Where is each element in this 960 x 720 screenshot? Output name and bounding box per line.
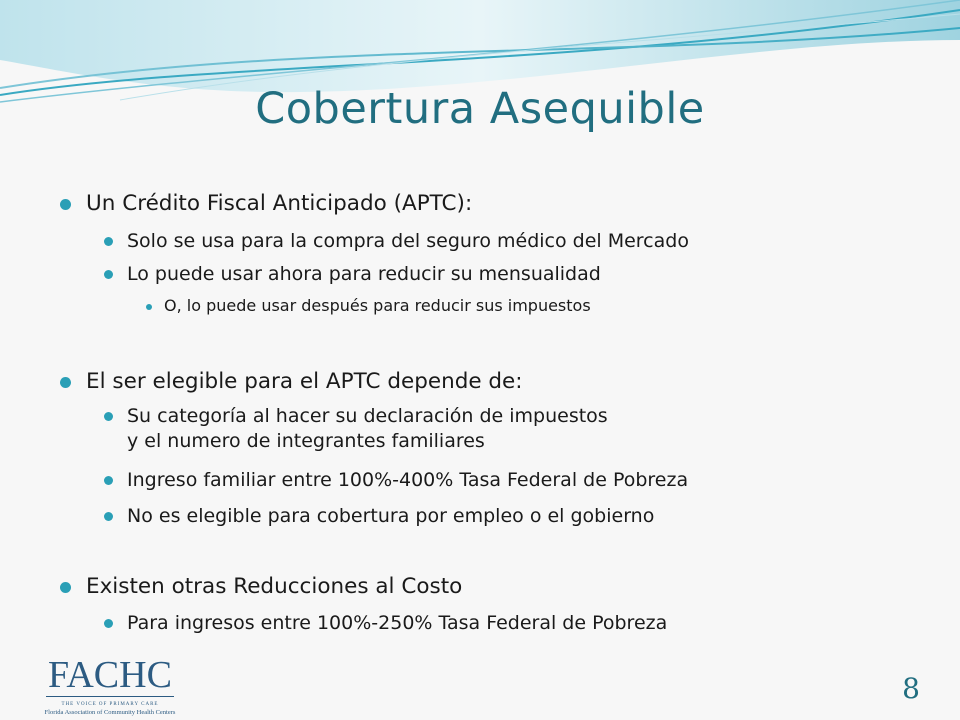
bullet-aptc <box>60 190 472 218</box>
page-number: 8 <box>902 672 920 705</box>
bullet-text: No es elegible para cobertura por empleo o el gobierno <box>127 505 655 527</box>
bullet-icon <box>60 377 71 388</box>
logo-tagline: THE VOICE OF PRIMARY CARE <box>61 702 159 707</box>
fachc-logo <box>40 656 180 716</box>
bullet-icon <box>104 412 113 421</box>
bullet-text: Para ingresos entre 100%-250% Tasa Federal de Pobreza <box>127 612 668 634</box>
logo-name: FACHC <box>48 654 172 696</box>
sub-bullet-marketplace <box>104 229 689 254</box>
sub-bullet-not-eligible <box>104 504 654 529</box>
bullet-icon <box>60 199 71 210</box>
bullet-text: O, lo puede usar después para reducir sus impuestos <box>164 296 591 315</box>
sub-bullet-income-range <box>104 468 688 493</box>
bullet-icon <box>146 304 152 310</box>
bullet-text: Su categoría al hacer su declaración de impuestos y el numero de integrantes familiares <box>127 405 608 452</box>
logo-divider <box>46 696 174 697</box>
bullet-icon <box>104 512 113 521</box>
bullet-icon <box>104 237 113 246</box>
sub-bullet-tax-category <box>104 404 608 453</box>
bullet-icon <box>104 619 113 628</box>
logo-subtitle: Florida Association of Community Health Centers <box>44 709 176 716</box>
bullet-text: Solo se usa para la compra del seguro médico del Mercado <box>127 230 689 252</box>
bullet-icon <box>104 270 113 279</box>
bullet-text: Un Crédito Fiscal Anticipado (APTC): <box>86 191 473 216</box>
bullet-text: Lo puede usar ahora para reducir su mensualidad <box>127 263 601 285</box>
bullet-text: Existen otras Reducciones al Costo <box>86 574 463 599</box>
slide-title: Cobertura Asequible <box>255 84 705 134</box>
bullet-text: El ser elegible para el APTC depende de: <box>86 369 523 394</box>
bullet-eligibility <box>60 368 523 396</box>
bullet-text: Ingreso familiar entre 100%-400% Tasa Federal de Pobreza <box>127 469 689 491</box>
sub-sub-bullet-taxes <box>146 296 591 317</box>
bullet-icon <box>60 582 71 593</box>
sub-bullet-monthly <box>104 262 601 287</box>
bullet-icon <box>104 476 113 485</box>
bullet-cost-reductions <box>60 573 462 601</box>
sub-bullet-income-250 <box>104 611 667 636</box>
